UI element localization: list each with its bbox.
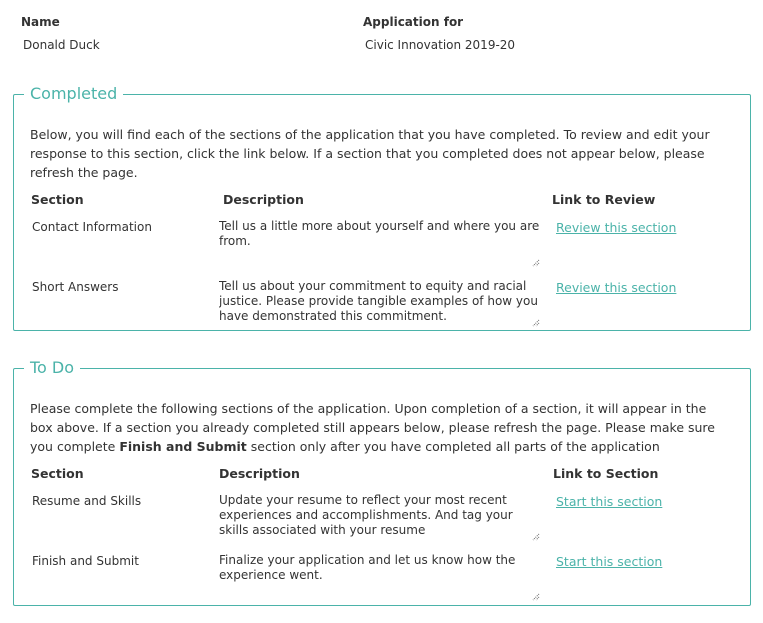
start-section-link[interactable]: Start this section [556, 494, 663, 509]
section-name: Short Answers [32, 280, 119, 294]
resize-grip-icon[interactable] [532, 319, 540, 327]
description-textarea[interactable] [219, 279, 541, 327]
application-program: Civic Innovation 2019-20 [365, 38, 516, 52]
review-section-link[interactable]: Review this section [556, 220, 677, 235]
resize-grip-icon[interactable] [532, 593, 540, 601]
completed-section [13, 85, 751, 331]
section-name: Finish and Submit [32, 554, 139, 568]
review-section-link[interactable]: Review this section [556, 280, 677, 295]
column-header-section: Section [31, 466, 84, 481]
column-header-description: Description [223, 192, 304, 207]
completed-title: Completed [30, 84, 118, 103]
todo-title: To Do [30, 358, 75, 377]
section-name: Resume and Skills [32, 494, 142, 508]
resize-grip-icon[interactable] [532, 259, 540, 267]
column-header-link: Link to Section [553, 466, 659, 481]
applicant-name: Donald Duck [23, 38, 100, 52]
todo-intro-text-end: section only after you have completed all parts of the application [246, 439, 660, 454]
todo-intro [30, 399, 730, 456]
todo-intro-text: Please complete the following sections of the application. Upon completion of a section, it will appear in the box above. If a section you already completed still appears below, please refresh the page. Please make sure you complete [30, 401, 715, 454]
column-header-description: Description [219, 466, 300, 481]
todo-intro-bold: Finish and Submit [119, 439, 247, 454]
todo-section [13, 359, 751, 606]
application-for-label: Application for [363, 15, 464, 29]
column-header-section: Section [31, 192, 84, 207]
column-header-link: Link to Review [552, 192, 656, 207]
section-name: Contact Information [32, 220, 152, 234]
start-section-link[interactable]: Start this section [556, 554, 663, 569]
name-label: Name [21, 15, 60, 29]
completed-intro: Below, you will find each of the sections of the application that you have completed. To review and edit your response to this section, click the link below. If a section that you completed does not appear below, please refresh the page. [30, 127, 710, 180]
description-textarea[interactable] [219, 493, 541, 541]
description-textarea[interactable] [219, 553, 541, 601]
resize-grip-icon[interactable] [532, 533, 540, 541]
description-textarea[interactable] [219, 219, 541, 267]
